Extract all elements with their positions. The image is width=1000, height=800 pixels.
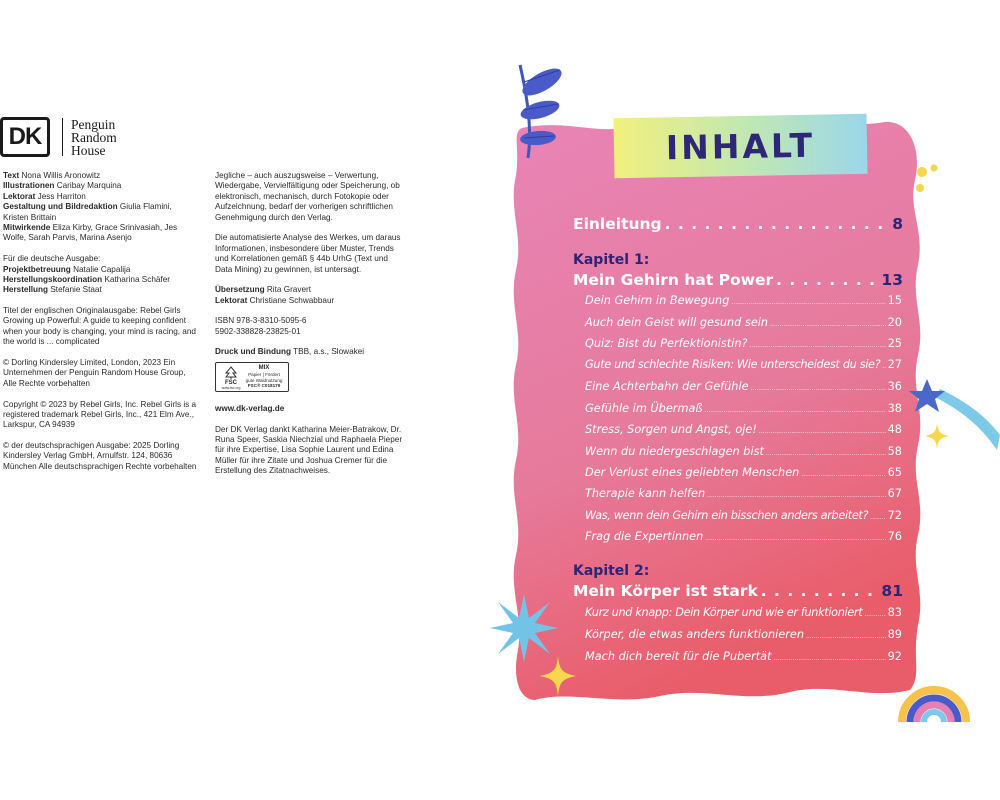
dk-logo-mark: DK xyxy=(0,117,50,157)
shooting-star-illustration xyxy=(905,375,1000,455)
yellow-sparkle-icon xyxy=(540,656,576,696)
tdm-notice: Die automatisierte Analyse des Werkes, um daraus Informationen, insbesondere über Muster, Trends und Korrelationen gemäß § 44b UrhG (Text und Data Mining) zu gewinnen, ist untersagt. xyxy=(215,233,401,274)
toc-entry[interactable]: Frag die Expertinnen ..... 76 xyxy=(585,530,902,543)
translation-credits: Übersetzung Rita Gravert Lektorat Christiane Schwabbaur xyxy=(215,285,335,305)
penguin-random-house-wordmark: Penguin Random House xyxy=(71,116,117,158)
dk-logo xyxy=(0,117,117,157)
acknowledgements: Der DK Verlag dankt Katharina Meier-Batrakow, Dr. Runa Speer, Saskia Niechzial und Raphaela Pieper für ihre Expertise, Lisa Sophie Laurent und Edina Müller für ihre Zitate und Joshua Cremer für die Erstellung des Zitatnachweises. xyxy=(215,424,403,476)
leaf-branch-illustration xyxy=(510,60,590,160)
chapter-1-title: Mein Gehirn hat Power xyxy=(573,271,774,289)
chapter-2-label: Kapitel 2: xyxy=(573,563,650,579)
german-edition-credits: Für die deutsche Ausgabe: Projektbetreuung Natalie Capalija Herstellungskoordination Katharina Schäfer Herstellung Stefanie Staat xyxy=(3,254,170,295)
isbn-block: ISBN 978-3-8310-5095-6 5902-338828-23825-01 xyxy=(215,316,307,336)
cyan-starburst-illustration xyxy=(488,592,560,664)
fsc-label: FSC www.fsc.org MIX Papier | Fördert gute Waldnutzung FSC® C018179 xyxy=(215,362,289,392)
rebel-girls-copyright: Copyright © 2023 by Rebel Girls, Inc. Rebel Girls is a registered trademark Rebel Girls, Inc., 421 Elm Ave., Larkspur, CA 94939 xyxy=(3,399,197,430)
toc-entry[interactable]: Der Verlust eines geliebten Menschen ..... 65 xyxy=(585,466,902,479)
toc-entry-intro[interactable]: Einleitung . . . 8 xyxy=(573,215,903,233)
fsc-tree-icon: FSC www.fsc.org xyxy=(219,364,243,390)
toc-entry[interactable]: Mach dich bereit für die Pubertät ..... 92 xyxy=(585,650,902,663)
original-title-note: Titel der englischen Originalausgabe: Rebel Girls Growing up Powerful: A guide to keeping confident when your body is changing, your mind is racing, and the world is ... complicated xyxy=(3,306,196,347)
toc-chapter-1[interactable]: Kapitel 1: Mein Gehirn hat Power . . . 13 xyxy=(573,252,903,289)
toc-entry[interactable]: Quiz: Bist du Perfektionistin? ..... 25 xyxy=(585,337,902,350)
toc-title: INHALT xyxy=(665,125,816,167)
rights-notice: Jegliche – auch auszugsweise – Verwertung, Wiedergabe, Vervielfältigung oder Speicherung, ob elektronisch, mechanisch, durch Fotokopie oder Aufzeichnung, bedarf der vorherigen schriftlichen Genehmigung durch den Verlag. xyxy=(215,171,400,222)
toc-entry[interactable]: Stress, Sorgen und Angst, oje! ..... 48 xyxy=(585,423,902,436)
toc-entry[interactable]: Eine Achterbahn der Gefühle ..... 36 xyxy=(585,380,902,393)
sparkle-icon xyxy=(925,423,949,449)
toc-entry[interactable]: Körper, die etwas anders funktionieren ..... 89 xyxy=(585,628,902,641)
chapter-1-label: Kapitel 1: xyxy=(573,252,650,268)
print-credit: Druck und Bindung TBB, a.s., Slowakei xyxy=(215,347,365,357)
imprint-column-1 xyxy=(3,171,198,483)
yellow-dots xyxy=(912,160,942,196)
toc-entry[interactable]: Dein Gehirn in Bewegung ..... 15 xyxy=(585,294,902,307)
german-copyright: © der deutschsprachigen Ausgabe: 2025 Dorling Kindersley Verlag GmbH, Arnulfstr. 124, 80636 München Alle deutschsprachigen Rechte vorbehalten xyxy=(3,441,197,471)
toc-entry[interactable]: Wenn du niedergeschlagen bist ..... 58 xyxy=(585,445,902,458)
website: www.dk-verlag.de xyxy=(215,403,285,413)
rainbow-illustration xyxy=(898,654,970,724)
toc-entry[interactable]: Gute und schlechte Risiken: Wie unterscheidest du sie? ..... 27 xyxy=(585,358,902,371)
toc-chapter-2[interactable]: Kapitel 2: Mein Körper ist stark . . . 81 xyxy=(573,563,903,600)
toc-entry[interactable]: Auch dein Geist will gesund sein ..... 20 xyxy=(585,316,902,329)
toc-entry[interactable]: Was, wenn dein Gehirn ein bisschen anders arbeitet? ..... 72 xyxy=(585,509,902,522)
toc-entry[interactable]: Therapie kann helfen ..... 67 xyxy=(585,487,902,500)
dk-copyright: © Dorling Kindersley Limited, London, 2023 Ein Unternehmen der Penguin Random House Group, Alle Rechte vorbehalten xyxy=(3,357,186,388)
toc-entry[interactable]: Kurz und knapp: Dein Körper und wie er funktioniert ..... 83 xyxy=(585,606,902,619)
credits-block: Text Nona Willis Aronowitz Illustrationen Caribay Marquina Lektorat Jess Harriton Gestaltung und Bildredaktion Giulia Flamini, Kristen Brittain Mitwirkende Eliza Kirby, Grace Srinivasiah, Jes Wolfe, Sarah Parvis, Marina Asenjo xyxy=(3,171,178,243)
logo-divider xyxy=(62,118,63,156)
imprint-column-2 xyxy=(215,171,405,487)
toc-entry[interactable]: Gefühle im Übermaß ..... 38 xyxy=(585,402,902,415)
chapter-2-title: Mein Körper ist stark xyxy=(573,582,758,600)
toc-title-banner xyxy=(613,114,867,178)
